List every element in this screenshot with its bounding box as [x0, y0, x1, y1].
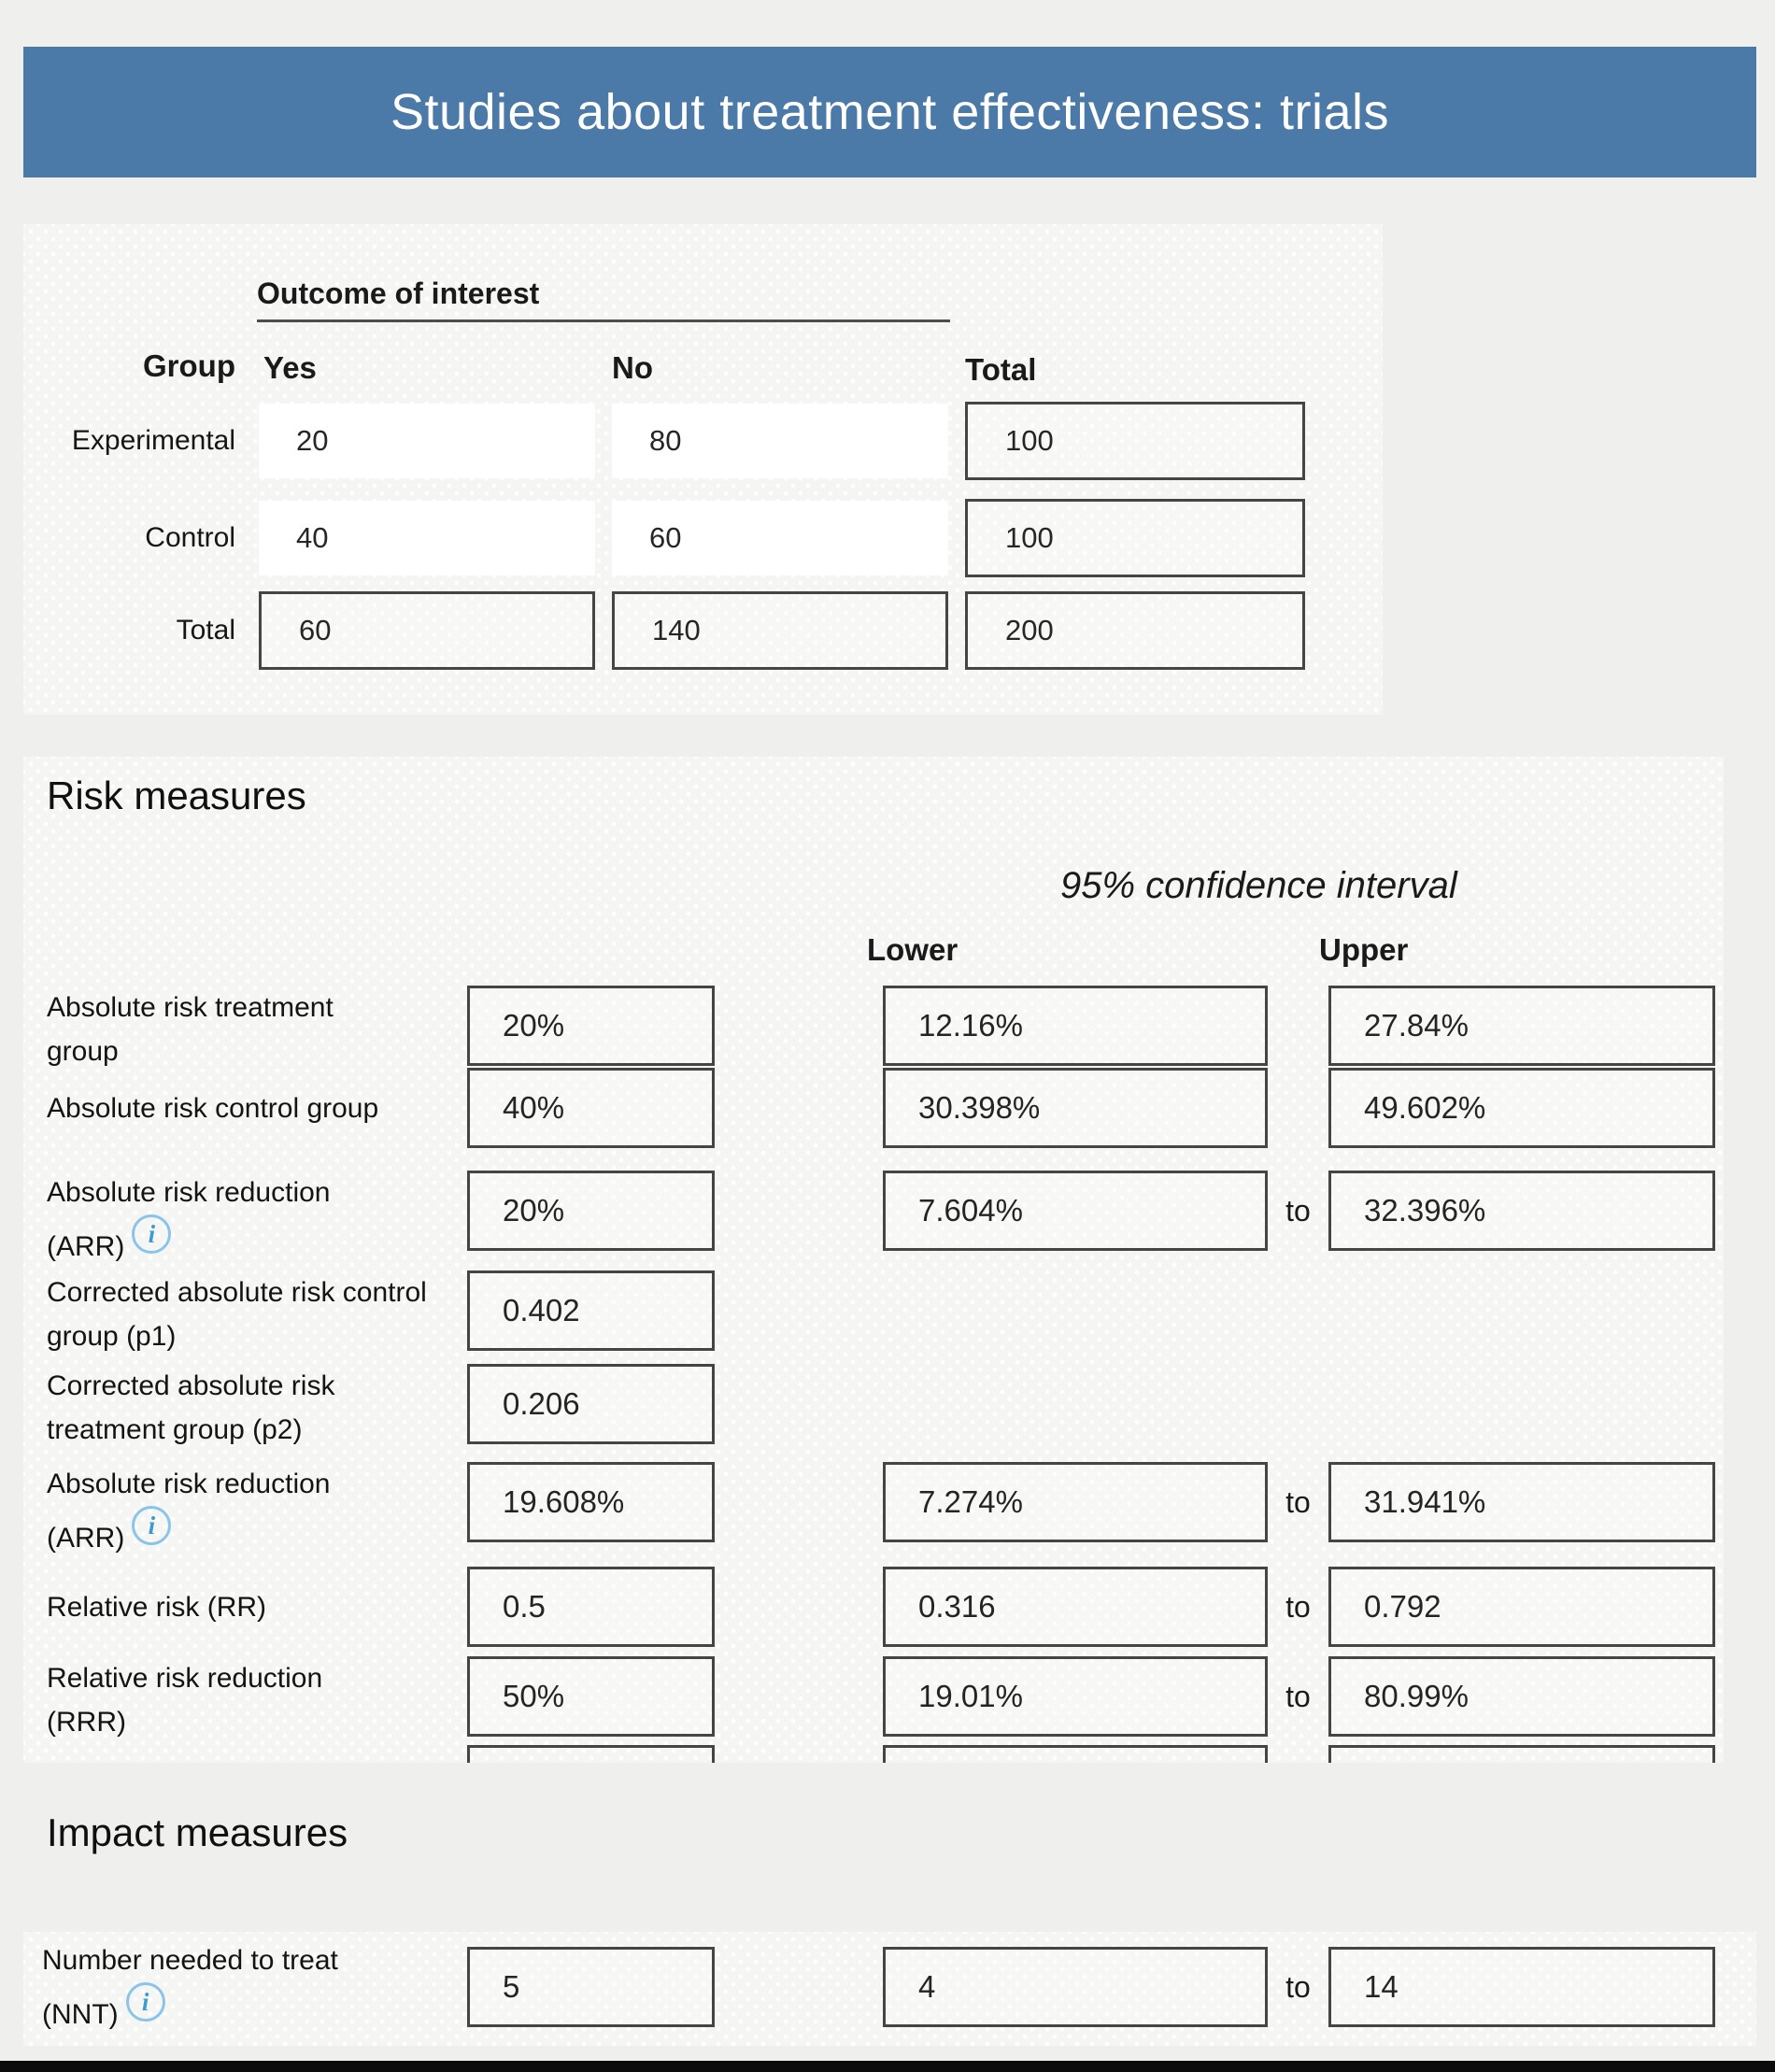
title-bar [23, 47, 1756, 177]
column-header-group: Group [143, 348, 235, 383]
outcome-header-underline [257, 319, 950, 322]
upper-column-header: Upper [1319, 932, 1409, 967]
experimental-total-output: 100 [965, 402, 1305, 480]
ci-upper-box: 49.602% [1328, 1068, 1715, 1148]
row-label-experimental: Experimental [71, 425, 235, 456]
value-box: 0.206 [467, 1364, 715, 1444]
value-box: 5 [467, 1947, 715, 2027]
measure-row-absolute-risk-treatment [23, 986, 1724, 1066]
cutoff-box-stub [467, 1745, 715, 1763]
value-box: 0.5 [467, 1567, 715, 1647]
contingency-table-panel [23, 224, 1383, 715]
confidence-interval-header: 95% confidence interval [1060, 865, 1457, 906]
to-label: to [1285, 1193, 1311, 1228]
impact-measures-heading: Impact measures [47, 1810, 348, 1854]
value-box: 20% [467, 1171, 715, 1251]
experimental-no-input[interactable] [612, 404, 948, 478]
ci-upper-box: 32.396% [1328, 1171, 1715, 1251]
value-box: 19.608% [467, 1462, 715, 1542]
to-label: to [1285, 1484, 1311, 1519]
value-box: 40% [467, 1068, 715, 1148]
measure-row-corrected-p1 [23, 1270, 1724, 1351]
column-header-total: Total [965, 352, 1037, 387]
ci-lower-box: 7.274% [883, 1462, 1268, 1542]
measure-row-nnt [23, 1932, 1756, 2030]
measure-label: Absolute risk reduction (ARR) i [47, 1469, 331, 1554]
to-label: to [1285, 1589, 1311, 1624]
experimental-yes-input[interactable] [259, 404, 595, 478]
cutoff-box-stub [1328, 1745, 1715, 1763]
measure-label: Relative risk (RR) [47, 1591, 267, 1623]
total-total-output: 200 [965, 591, 1305, 670]
to-label: to [1285, 1679, 1311, 1713]
risk-measures-panel [23, 757, 1724, 1763]
table-row-control [23, 501, 1383, 575]
measure-label: Corrected absolute risk treatment group (p2) [47, 1370, 335, 1445]
measure-row-arr [23, 1171, 1724, 1262]
ci-lower-box: 7.604% [883, 1171, 1268, 1251]
measure-label: Relative risk reduction (RRR) [47, 1663, 323, 1738]
measure-row-relative-risk [23, 1567, 1724, 1647]
value-box: 0.402 [467, 1270, 715, 1351]
info-icon[interactable]: i [132, 1506, 171, 1545]
row-label-total: Total [176, 615, 235, 646]
risk-measures-heading: Risk measures [47, 773, 306, 817]
column-header-yes: Yes [263, 350, 317, 385]
ci-lower-box: 4 [883, 1947, 1268, 2027]
value-box: 50% [467, 1656, 715, 1737]
measure-label: Absolute risk control group [47, 1092, 379, 1124]
outcome-of-interest-header: Outcome of interest [257, 277, 540, 310]
lower-column-header: Lower [867, 932, 958, 967]
bottom-bar [0, 2061, 1775, 2072]
ci-lower-box: 12.16% [883, 986, 1268, 1066]
measure-label: Corrected absolute risk control group (p1) [47, 1277, 427, 1352]
ci-upper-box: 31.941% [1328, 1462, 1715, 1542]
measure-row-arr-corrected [23, 1462, 1724, 1554]
control-yes-input[interactable] [259, 501, 595, 575]
table-row-experimental [23, 404, 1383, 478]
ci-upper-box: 80.99% [1328, 1656, 1715, 1737]
control-total-output: 100 [965, 499, 1305, 577]
info-icon[interactable]: i [126, 1982, 165, 2022]
measure-row-absolute-risk-control [23, 1068, 1724, 1148]
measure-label: Absolute risk reduction (ARR) i [47, 1177, 331, 1262]
total-yes-output: 60 [259, 591, 595, 670]
total-no-output: 140 [612, 591, 948, 670]
to-label: to [1285, 1969, 1311, 2004]
page-title: Studies about treatment effectiveness: trials [390, 84, 1390, 140]
cutoff-box-stub [883, 1745, 1268, 1763]
impact-measures-panel [23, 1932, 1756, 2046]
ci-lower-box: 19.01% [883, 1656, 1268, 1737]
control-no-input[interactable] [612, 501, 948, 575]
row-label-control: Control [145, 522, 235, 553]
measure-label: Number needed to treat (NNT) i [42, 1944, 338, 2030]
ci-lower-box: 0.316 [883, 1567, 1268, 1647]
measure-label: Absolute risk treatment group [47, 992, 334, 1067]
info-icon[interactable]: i [132, 1214, 171, 1254]
column-header-no: No [612, 350, 653, 385]
value-box: 20% [467, 986, 715, 1066]
ci-lower-box: 30.398% [883, 1068, 1268, 1148]
table-row-total [23, 593, 1383, 668]
ci-upper-box: 14 [1328, 1947, 1715, 2027]
ci-upper-box: 0.792 [1328, 1567, 1715, 1647]
measure-row-corrected-p2 [23, 1364, 1724, 1444]
ci-upper-box: 27.84% [1328, 986, 1715, 1066]
measure-row-rrr [23, 1656, 1724, 1737]
